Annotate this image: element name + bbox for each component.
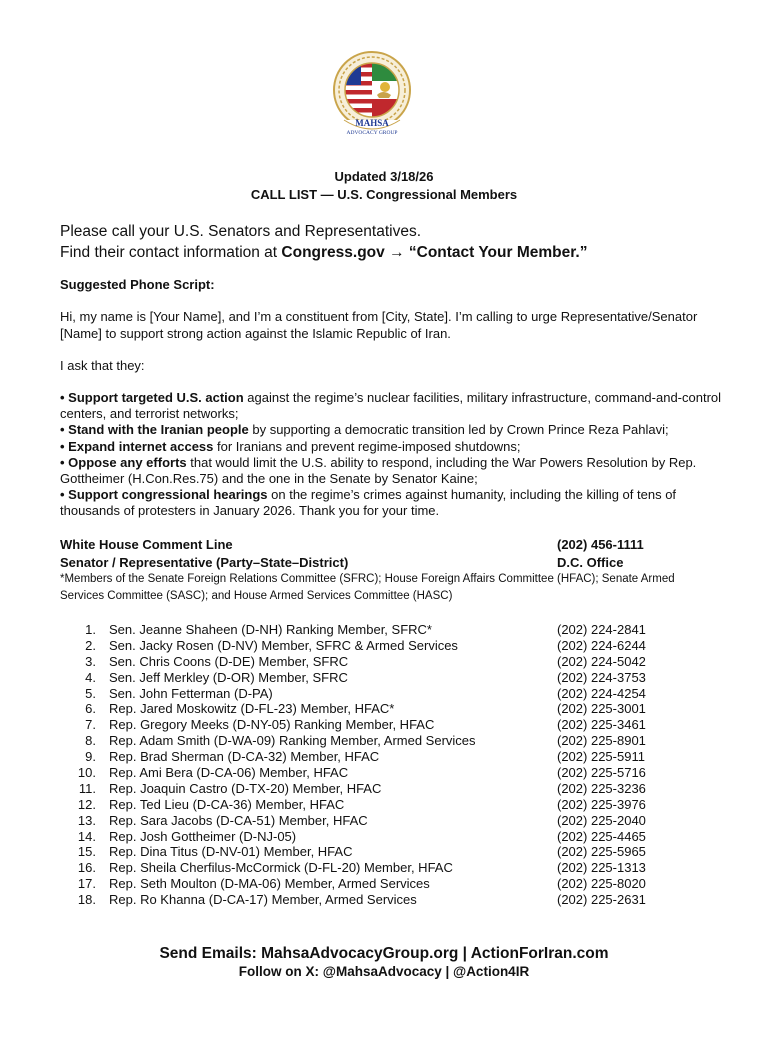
list-item [60,654,660,670]
list-item [60,686,660,702]
member-name: Rep. Seth Moulton (D-MA-06) Member, Armed Services [109,876,430,892]
item-number: 13. [77,812,96,828]
item-number: 1. [85,622,96,637]
member-phone[interactable]: (202) 225-3001 [557,701,646,717]
item-number: 8. [85,733,96,749]
member-name: Rep. Sheila Cherfilus-McCormick (D-FL-20) Member, HFAC [109,860,453,876]
member-name: Rep. Sara Jacobs (D-CA-51) Member, HFAC [109,812,368,828]
member-name: Sen. Chris Coons (D-DE) Member, SFRC [109,653,349,669]
item-number: 14. [77,828,96,844]
contact-header [60,536,660,572]
item-number: 4. [85,669,96,685]
request-item-text: on the regime’s crimes against humanity, including the killing of tens of thousands of protesters in January 2026. Thank you for your time. [60,487,677,519]
member-phone[interactable]: (202) 225-2631 [557,892,646,908]
column-header-member: Senator / Representative (Party–State–District) [60,555,349,570]
member-name: Rep. Brad Sherman (D-CA-32) Member, HFAC [109,749,380,765]
member-phone[interactable]: (202) 225-1313 [557,860,646,876]
request-item [60,422,730,438]
member-phone[interactable]: (202) 225-8020 [557,876,646,892]
member-name: Sen. Jacky Rosen (D-NV) Member, SFRC & Armed Services [109,637,458,653]
item-number: 2. [85,637,96,653]
item-number: 17. [77,876,96,892]
white-house-phone[interactable]: (202) 456-1111 [557,537,644,552]
script-title: Suggested Phone Script: [60,277,215,292]
list-item [60,717,660,733]
member-phone[interactable]: (202) 225-8901 [557,733,646,749]
list-item [60,892,660,908]
list-item [60,701,660,717]
item-number: 12. [77,796,96,812]
item-number: 10. [77,765,96,781]
list-item [60,829,660,845]
request-item [60,390,730,422]
document-title: CALL LIST — U.S. Congressional Members [250,187,518,202]
list-item [60,749,660,765]
member-phone[interactable]: (202) 224-2841 [557,622,646,637]
request-item-bold: • Expand internet access [60,438,214,454]
footer [0,944,768,981]
request-item-text: that would limit the U.S. ability to respond, including the War Powers Resolution by Rep. Gottheimer (H.Con.Res.75) and the one in the Senate by Senator Kaine; [60,454,697,487]
member-name: Rep. Joaquin Castro (D-TX-20) Member, HFAC [109,780,382,796]
member-phone[interactable]: (202) 225-4465 [557,828,646,844]
white-house-label: White House Comment Line [60,537,233,552]
list-item [60,733,660,749]
member-phone[interactable]: (202) 225-5965 [557,844,646,860]
member-phone[interactable]: (202) 225-3461 [557,717,646,733]
member-phone[interactable]: (202) 225-2040 [557,812,646,828]
list-item [60,765,660,781]
script-body: Hi, my name is [Your Name], and I’m a constituent from [City, State]. I’m calling to urge Representative/Senator [Name] to support strong action against the Islamic Republic of Iran. [60,309,698,341]
request-item-bold: • Stand with the Iranian people [60,422,249,438]
intro [60,221,587,263]
list-item [60,844,660,860]
request-item-bold: • Support targeted U.S. action [60,390,244,405]
congress-link[interactable]: Congress.gov → “Contact Your Member.” [281,244,588,261]
logo-text-bottom: ADVOCACY GROUP [346,130,398,136]
list-item [60,860,660,876]
request-item-bold: • Support congressional hearings [60,487,268,503]
request-item [60,439,730,455]
ask-intro: I ask that they: [60,358,145,373]
member-name: Rep. Gregory Meeks (D-NY-05) Ranking Member, HFAC [109,717,435,733]
request-item-text: against the regime’s nuclear facilities, military infrastructure, command-and-control centers, and terrorist networks; [60,390,722,422]
item-number: 5. [85,685,96,701]
document-header [0,168,768,204]
member-name: Sen. John Fetterman (D-PA) [109,685,273,701]
member-phone[interactable]: (202) 225-5911 [557,749,645,765]
intro-line-2 [60,242,587,263]
member-phone[interactable]: (202) 224-3753 [557,669,646,685]
footer-social-links[interactable]: Follow on X: @MahsaAdvocacy | @Action4IR [238,964,530,979]
member-phone[interactable]: (202) 224-6244 [557,637,646,653]
member-list [60,622,660,908]
request-item-text: by supporting a democratic transition led by Crown Prince Reza Pahlavi; [248,422,669,438]
column-headers [60,554,660,572]
list-item [60,670,660,686]
committee-note: *Members of the Senate Foreign Relations Committee (SFRC); House Foreign Affairs Committee (HFAC); Senate Armed Services Committee (SASC); and House Armed Services Committee (HASC) [60,573,675,602]
intro-line-2-prefix: Find their contact information at [60,244,282,261]
request-item [60,455,730,487]
member-phone[interactable]: (202) 225-3976 [557,796,646,812]
item-number: 18. [77,892,96,908]
member-name: Rep. Adam Smith (D-WA-09) Ranking Member, Armed Services [109,733,476,749]
logo-text-top: MAHSA [355,118,389,128]
item-number: 6. [85,701,96,717]
mahsa-advocacy-logo [330,50,414,140]
list-item [60,797,660,813]
member-name: Rep. Dina Titus (D-NV-01) Member, HFAC [109,844,353,860]
member-phone[interactable]: (202) 225-3236 [557,780,646,796]
column-header-office: D.C. Office [557,555,624,570]
list-item [60,638,660,654]
item-number: 9. [85,749,96,765]
list-item [60,622,660,638]
member-name: Sen. Jeanne Shaheen (D-NH) Ranking Member, SFRC* [109,622,432,637]
member-name: Rep. Ted Lieu (D-CA-36) Member, HFAC [109,796,345,812]
request-item [60,487,730,519]
item-number: 16. [77,860,96,876]
member-name: Rep. Ro Khanna (D-CA-17) Member, Armed Services [109,892,417,908]
item-number: 15. [77,844,96,860]
intro-line-1: Please call your U.S. Senators and Representatives. [60,223,421,240]
list-item [60,781,660,797]
item-number: 7. [85,717,96,733]
member-phone[interactable]: (202) 224-4254 [557,685,646,701]
request-item-text: for Iranians and prevent regime-imposed shutdowns; [213,438,521,454]
white-house-row [60,536,660,554]
updated-date: Updated 3/18/26 [334,169,434,184]
member-name: Rep. Josh Gottheimer (D-NJ-05) [109,828,297,844]
list-item [60,813,660,829]
member-name: Rep. Ami Bera (D-CA-06) Member, HFAC [109,765,349,781]
item-number: 11. [78,780,96,796]
request-list [60,390,730,520]
item-number: 3. [85,653,96,669]
request-item-bold: • Oppose any efforts [60,454,187,470]
list-item [60,876,660,892]
member-name: Rep. Jared Moskowitz (D-FL-23) Member, HFAC* [109,701,395,717]
member-name: Sen. Jeff Merkley (D-OR) Member, SFRC [109,669,348,685]
logo-emblem-icon [330,50,414,140]
footer-email-links[interactable]: Send Emails: MahsaAdvocacyGroup.org | ActionForIran.com [159,945,609,962]
member-phone[interactable]: (202) 225-5716 [557,765,646,781]
member-phone[interactable]: (202) 224-5042 [557,653,646,669]
